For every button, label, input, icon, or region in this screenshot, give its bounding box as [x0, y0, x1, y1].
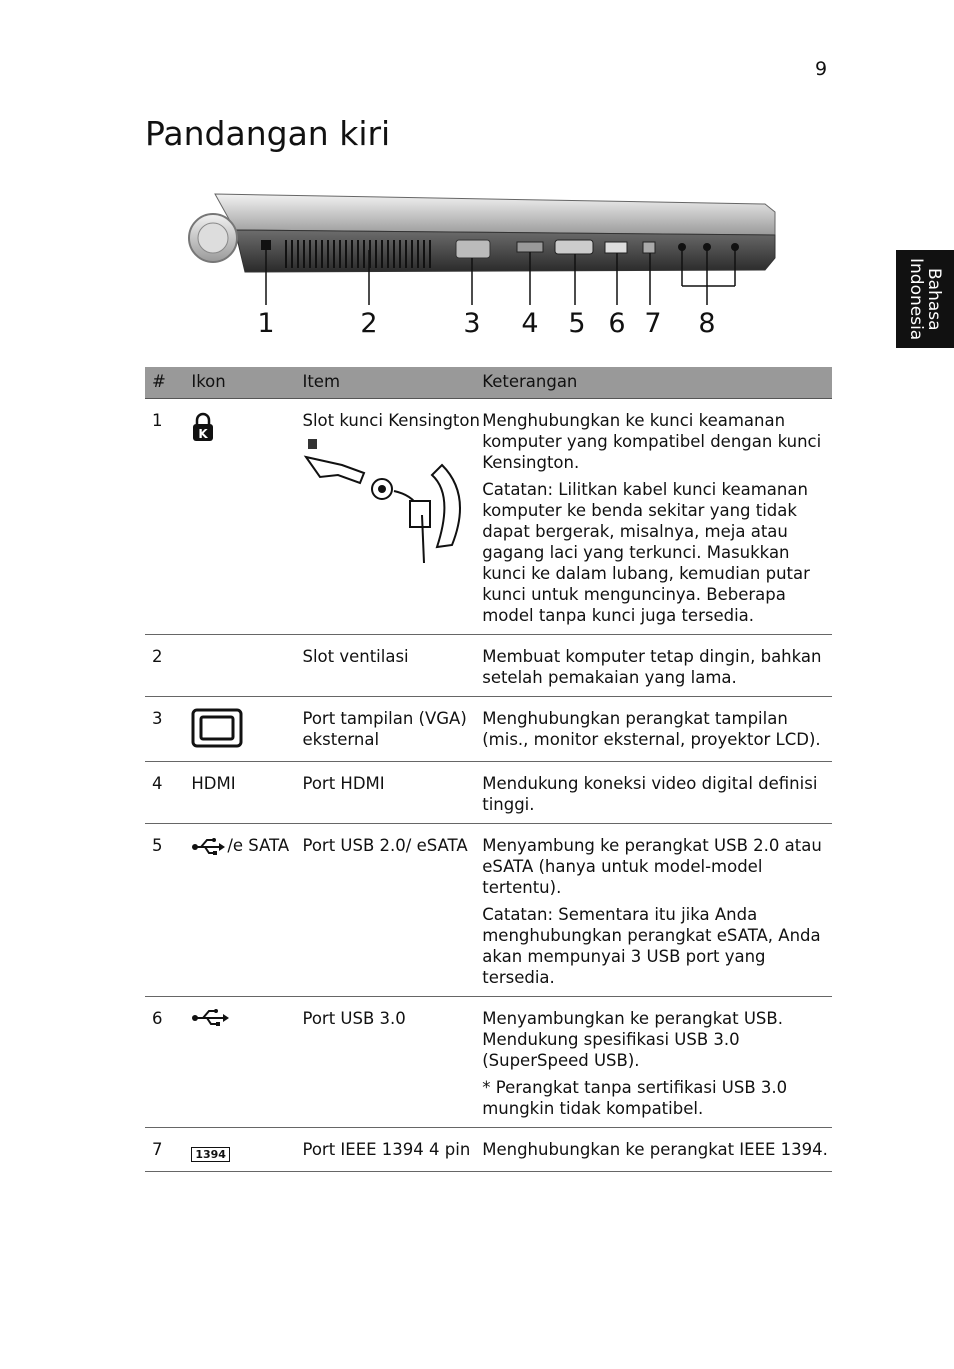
table-row — [145, 824, 832, 997]
row-icon-cell — [191, 635, 302, 697]
language-side-tab — [896, 250, 954, 348]
vga-monitor-icon — [191, 708, 243, 748]
callout-2: 2 — [360, 308, 378, 339]
header-icon: Ikon — [191, 367, 302, 399]
row-icon-cell — [191, 697, 302, 762]
note-text: : Sementara itu jika Anda menghubungkan perangkat eSATA, Anda akan mempunyai 3 USB port yang tersedia. — [482, 905, 821, 987]
row-number: 6 — [145, 997, 191, 1128]
row-icon-cell — [191, 1128, 302, 1172]
row-number: 1 — [145, 399, 191, 635]
row-note — [482, 904, 832, 988]
usb-icon — [191, 1008, 231, 1026]
table-row — [145, 762, 832, 824]
ieee1394-icon: 1394 — [191, 1147, 230, 1162]
kensington-lock-illustration — [302, 435, 472, 565]
note-text: : Lilitkan kabel kunci keamanan komputer ke benda sekitar yang tidak dapat bergerak, misalnya, meja atau gagang laci yang terkunci. Masukkan kunci ke dalam lubang, kemudian putar kunci untuk menguncinya. Beberapa model tanpa kunci juga tersedia. — [482, 480, 810, 625]
row-description: Menghubungkan ke kunci keamanan komputer yang kompatibel dengan kunci Kensington. — [482, 411, 822, 472]
side-tab-label: Bahasa Indonesia — [906, 257, 944, 341]
row-item: Port HDMI — [302, 762, 482, 824]
hdmi-label: HDMI — [191, 762, 302, 824]
row-item: Port USB 2.0/ eSATA — [302, 824, 482, 997]
row-item-cell — [302, 399, 482, 635]
row-number: 5 — [145, 824, 191, 997]
row-number: 4 — [145, 762, 191, 824]
note-label: Catatan — [482, 480, 548, 499]
ports-table — [145, 367, 832, 1172]
row-number: 3 — [145, 697, 191, 762]
row-item: Slot ventilasi — [302, 635, 482, 697]
row-item: Slot kunci Kensington — [302, 411, 480, 430]
page-number: 9 — [815, 58, 828, 80]
svg-text:K: K — [198, 427, 208, 441]
table-row — [145, 399, 832, 635]
table-row — [145, 697, 832, 762]
row-note — [482, 479, 832, 626]
table-row — [145, 1128, 832, 1172]
laptop-side-drawing — [145, 180, 835, 310]
row-icon-cell — [191, 824, 302, 997]
row-description: Menyambung ke perangkat USB 2.0 atau eSATA (hanya untuk model-model tertentu). — [482, 836, 822, 897]
row-item: Port IEEE 1394 4 pin — [302, 1128, 482, 1172]
table-header-row — [145, 367, 832, 399]
row-number: 2 — [145, 635, 191, 697]
usb-icon — [191, 837, 225, 855]
table-row — [145, 635, 832, 697]
note-label: Catatan — [482, 905, 548, 924]
row-description-cell — [482, 824, 832, 997]
header-number: # — [145, 367, 191, 399]
row-icon-cell — [191, 399, 302, 635]
callout-6: 6 — [608, 308, 626, 339]
page-title: Pandangan kiri — [145, 114, 391, 153]
row-number: 7 — [145, 1128, 191, 1172]
table-row — [145, 997, 832, 1128]
callout-8: 8 — [698, 308, 716, 339]
laptop-left-side-illustration — [145, 180, 835, 345]
callout-5: 5 — [568, 308, 586, 339]
row-description: Menghubungkan ke perangkat IEEE 1394. — [482, 1128, 832, 1172]
row-item: Port tampilan (VGA) eksternal — [302, 697, 482, 762]
row-description-cell — [482, 399, 832, 635]
callout-4: 4 — [521, 308, 539, 339]
row-description: Menyambungkan ke perangkat USB. Mendukung spesifikasi USB 3.0 (SuperSpeed USB). — [482, 1009, 783, 1070]
callout-3: 3 — [463, 308, 481, 339]
row-icon-cell — [191, 997, 302, 1128]
row-description: Menghubungkan perangkat tampilan (mis., monitor eksternal, proyektor LCD). — [482, 697, 832, 762]
esata-label: /e SATA — [227, 836, 290, 855]
kensington-lock-icon — [191, 412, 215, 442]
row-item: Port USB 3.0 — [302, 997, 482, 1128]
callout-7: 7 — [644, 308, 662, 339]
header-description: Keterangan — [482, 367, 832, 399]
usb-esata-icon — [191, 835, 289, 856]
header-item: Item — [302, 367, 482, 399]
row-description: Mendukung koneksi video digital definisi tinggi. — [482, 762, 832, 824]
row-description: Membuat komputer tetap dingin, bahkan setelah pemakaian yang lama. — [482, 635, 832, 697]
row-note: * Perangkat tanpa sertifikasi USB 3.0 mungkin tidak kompatibel. — [482, 1078, 788, 1118]
callout-1: 1 — [257, 308, 275, 339]
row-description-cell — [482, 997, 832, 1128]
